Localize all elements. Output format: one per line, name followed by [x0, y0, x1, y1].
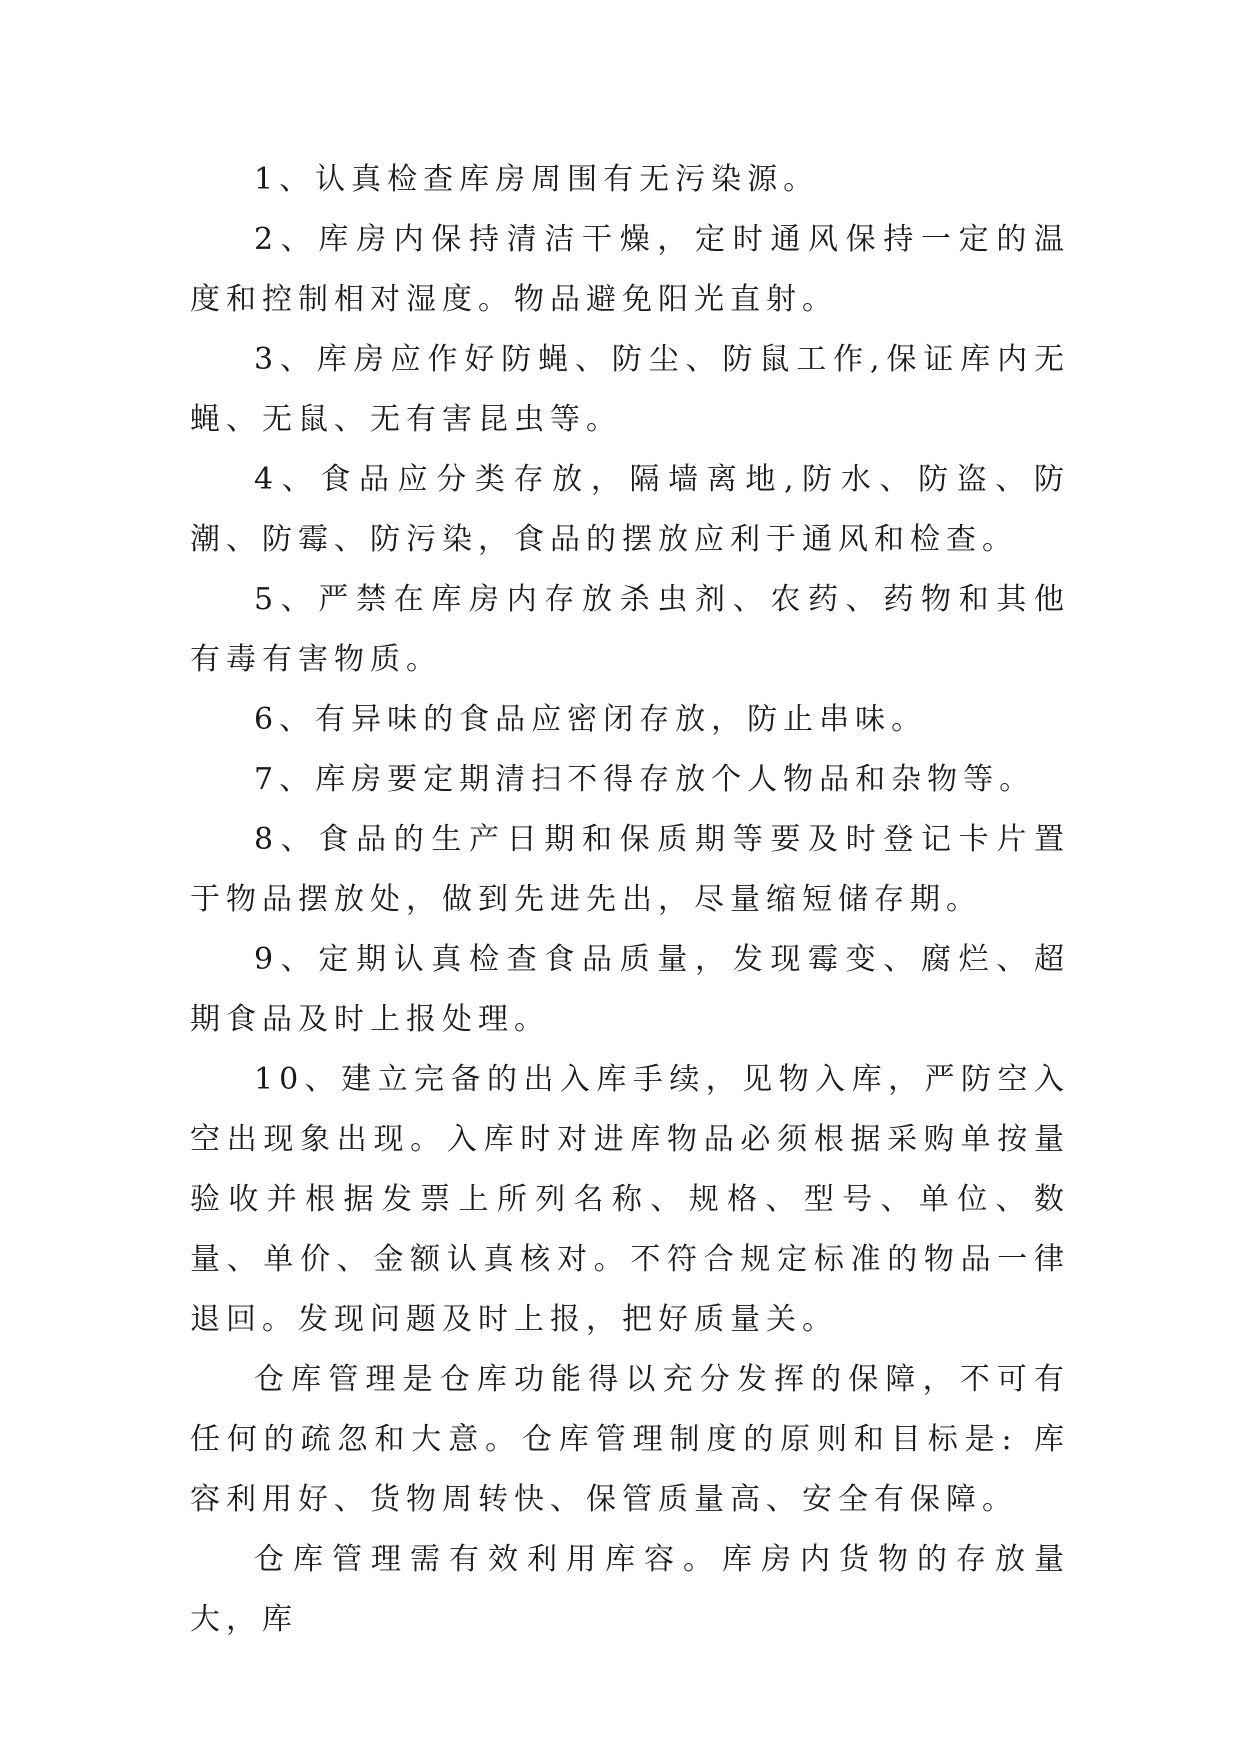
paragraph-2: 2、库房内保持清洁干燥，定时通风保持一定的温度和控制相对湿度。物品避免阳光直射。	[190, 222, 1070, 317]
paragraph-7: 7、库房要定期清扫不得存放个人物品和杂物等。	[254, 762, 1036, 797]
paragraph-1: 1、认真检查库房周围有无污染源。	[254, 162, 820, 197]
paragraph-8: 8、食品的生产日期和保质期等要及时登记卡片置于物品摆放处，做到先进先出，尽量缩短储存期。	[190, 822, 1070, 917]
paragraph-12: 仓库管理需有效利用库容。库房内货物的存放量大，库	[190, 1542, 1070, 1637]
paragraph-11: 仓库管理是仓库功能得以充分发挥的保障，不可有任何的疏忽和大意。仓库管理制度的原则和目标是: 库容利用好、货物周转快、保管质量高、安全有保障。	[190, 1362, 1070, 1517]
paragraph-10: 10、建立完备的出入库手续，见物入库，严防空入空出现象出现。入库时对进库物品必须根据采购单按量验收并根据发票上所列名称、规格、型号、单位、数量、单价、金额认真核对。不符合规定标准的物品一律退回。发现问题及时上报，把好质量关。	[190, 1062, 1070, 1337]
paragraph-9: 9、定期认真检查食品质量，发现霉变、腐烂、超期食品及时上报处理。	[190, 942, 1070, 1037]
paragraph-4: 4、食品应分类存放，隔墙离地,防水、防盗、防潮、防霉、防污染，食品的摆放应利于通风和检查。	[190, 462, 1070, 557]
document-body	[190, 150, 1070, 1650]
paragraph-3: 3、库房应作好防蝇、防尘、防鼠工作,保证库内无蝇、无鼠、无有害昆虫等。	[190, 342, 1070, 437]
paragraph-6: 6、有异味的食品应密闭存放，防止串味。	[254, 702, 928, 737]
paragraph-5: 5、严禁在库房内存放杀虫剂、农药、药物和其他有毒有害物质。	[190, 582, 1070, 677]
